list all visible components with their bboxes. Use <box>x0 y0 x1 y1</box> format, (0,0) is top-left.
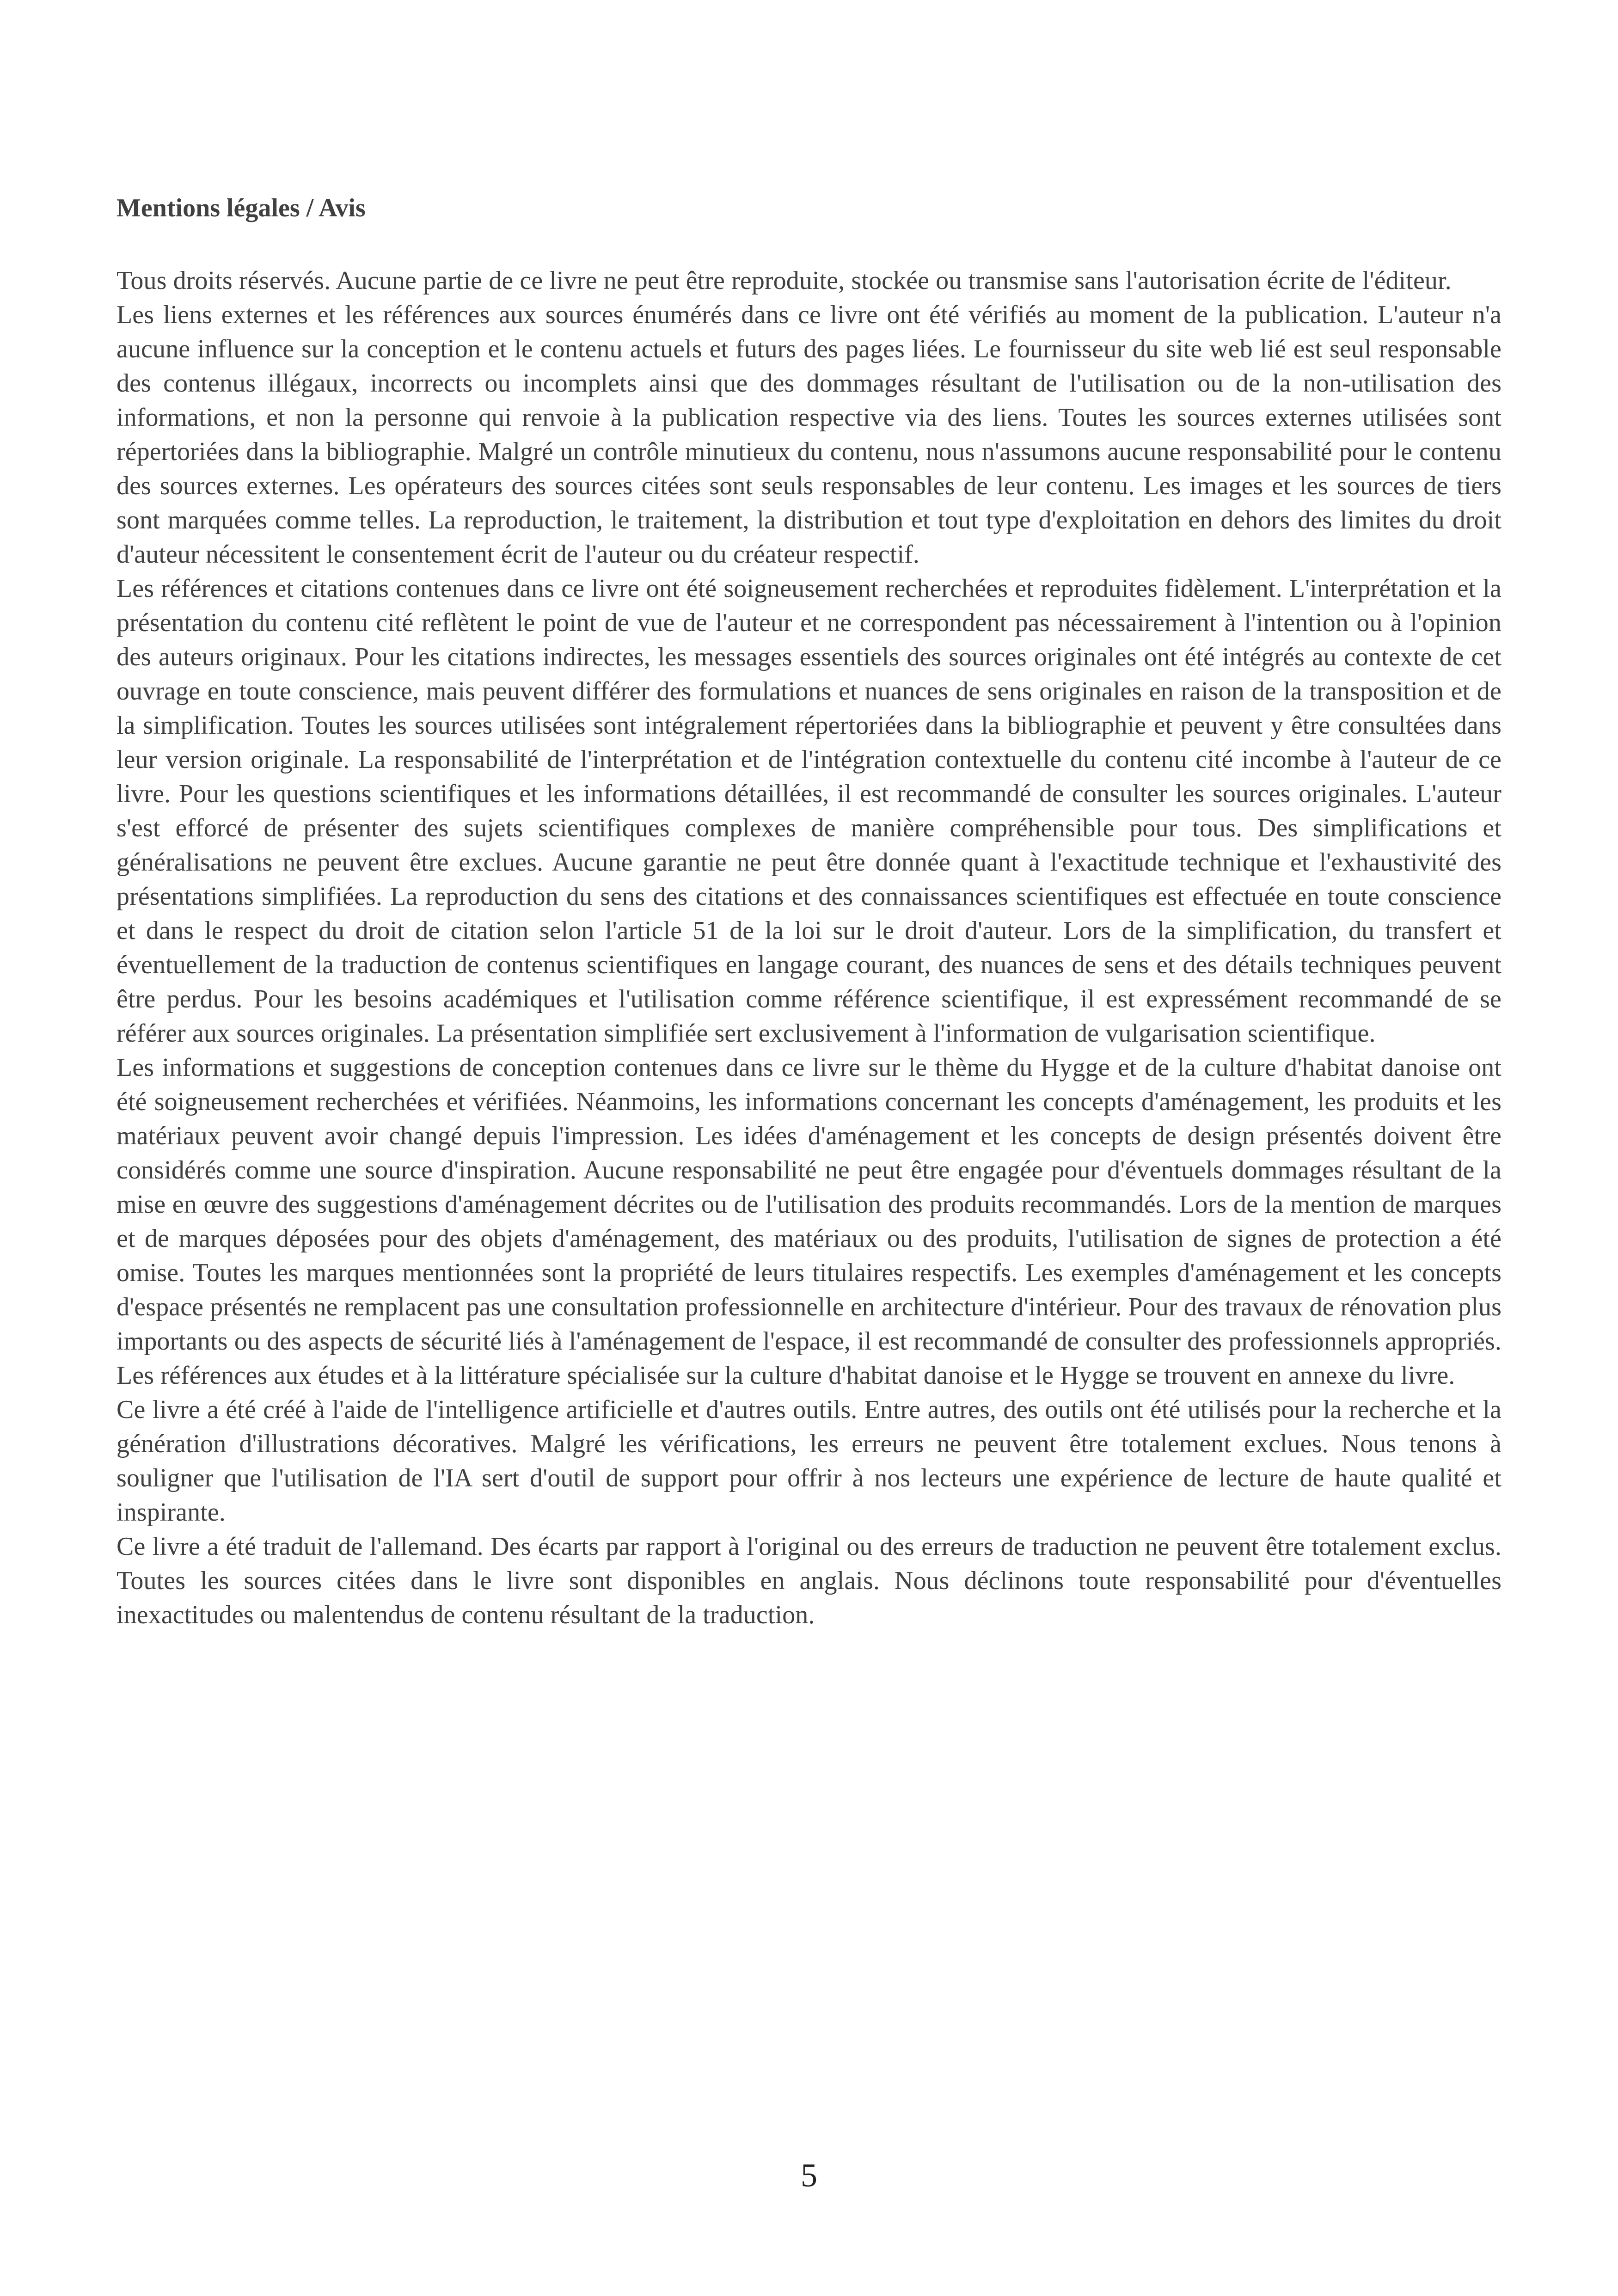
page-number: 5 <box>801 2157 817 2194</box>
section-heading: Mentions légales / Avis <box>116 194 366 222</box>
paragraph-translation: Ce livre a été traduit de l'allemand. Des écarts par rapport à l'original ou des erreurs de traduction ne peuvent être totalement exclus. Toutes les sources citées dans le livre sont disponibles en anglais. Nous déclinons toute responsabilité pour d'éventuelles inexactitudes ou malentendus de contenu résultant de la traduction. <box>116 1532 1502 1629</box>
paragraph-design-suggestions: Les informations et suggestions de conception contenues dans ce livre sur le thème du Hygge et de la culture d'habitat danoise ont été soigneusement recherchées et vérifiées. Néanmoins, les informations concernant les concepts d'aménagement, les produits et les matériaux peuvent avoir changé depuis l'impression. Les idées d'aménagement et les concepts de design présentés doivent être considérés comme une source d'inspiration. Aucune responsabilité ne peut être engagée pour d'éventuels dommages résultant de la mise en œuvre des suggestions d'aménagement décrites ou de l'utilisation des produits recommandés. Lors de la mention de marques et de marques déposées pour des objets d'aménagement, des matériaux ou des produits, l'utilisation de signes de protection a été omise. Toutes les marques mentionnées sont la propriété de leurs titulaires respectifs. Les exemples d'aménagement et les concepts d'espace présentés ne remplacent pas une consultation professionnelle en architecture d'intérieur. Pour des travaux de rénovation plus importants ou des aspects de sécurité liés à l'aménagement de l'espace, il est recommandé de consulter des professionnels appropriés. Les références aux études et à la littérature spécialisée sur la culture d'habitat danoise et le Hygge se trouvent en annexe du livre. <box>116 1053 1502 1390</box>
paragraph-rights: Tous droits réservés. Aucune partie de ce livre ne peut être reproduite, stockée ou transmise sans l'autorisation écrite de l'éditeur. <box>116 266 1452 295</box>
legal-notice-section <box>116 190 1502 1632</box>
paragraph-ai-usage: Ce livre a été créé à l'aide de l'intelligence artificielle et d'autres outils. Entre autres, des outils ont été utilisés pour la recherche et la génération d'illustrations décoratives. Malgré les vérifications, les erreurs ne peuvent être totalement exclues. Nous tenons à souligner que l'utilisation de l'IA sert d'outil de support pour offrir à nos lecteurs une expérience de lecture de haute qualité et inspirante. <box>116 1395 1502 1527</box>
paragraph-external-links: Les liens externes et les références aux sources énumérés dans ce livre ont été vérifiés au moment de la publication. L'auteur n'a aucune influence sur la conception et le contenu actuels et futurs des pages liées. Le fournisseur du site web lié est seul responsable des contenus illégaux, incorrects ou incomplets ainsi que des dommages résultant de l'utilisation ou de la non-utilisation des informations, et non la personne qui renvoie à la publication respective via des liens. Toutes les sources externes utilisées sont répertoriées dans la bibliographie. Malgré un contrôle minutieux du contenu, nous n'assumons aucune responsabilité pour le contenu des sources externes. Les opérateurs des sources citées sont seuls responsables de leur contenu. Les images et les sources de tiers sont marquées comme telles. La reproduction, le traitement, la distribution et tout type d'exploitation en dehors des limites du droit d'auteur nécessitent le consentement écrit de l'auteur ou du créateur respectif. <box>116 301 1502 569</box>
paragraph-citations: Les références et citations contenues dans ce livre ont été soigneusement recherchées et reproduites fidèlement. L'interprétation et la présentation du contenu cité reflètent le point de vue de l'auteur et ne correspondent pas nécessairement à l'intention ou à l'opinion des auteurs originaux. Pour les citations indirectes, les messages essentiels des sources originales ont été intégrés au contexte de cet ouvrage en toute conscience, mais peuvent différer des formulations et nuances de sens originales en raison de la transposition et de la simplification. Toutes les sources utilisées sont intégralement répertoriées dans la bibliographie et peuvent y être consultées dans leur version originale. La responsabilité de l'interprétation et de l'intégration contextuelle du contenu cité incombe à l'auteur de ce livre. Pour les questions scientifiques et les informations détaillées, il est recommandé de consulter les sources originales. L'auteur s'est efforcé de présenter des sujets scientifiques complexes de manière compréhensible pour tous. Des simplifications et généralisations ne peuvent être exclues. Aucune garantie ne peut être donnée quant à l'exactitude technique et l'exhaustivité des présentations simplifiées. La reproduction du sens des citations et des connaissances scientifiques est effectuée en toute conscience et dans le respect du droit de citation selon l'article 51 de la loi sur le droit d'auteur. Lors de la simplification, du transfert et éventuellement de la traduction de contenus scientifiques en langage courant, des nuances de sens et des détails techniques peuvent être perdus. Pour les besoins académiques et l'utilisation comme référence scientifique, il est expressément recommandé de se référer aux sources originales. La présentation simplifiée sert exclusivement à l'information de vulgarisation scientifique. <box>116 574 1502 1048</box>
